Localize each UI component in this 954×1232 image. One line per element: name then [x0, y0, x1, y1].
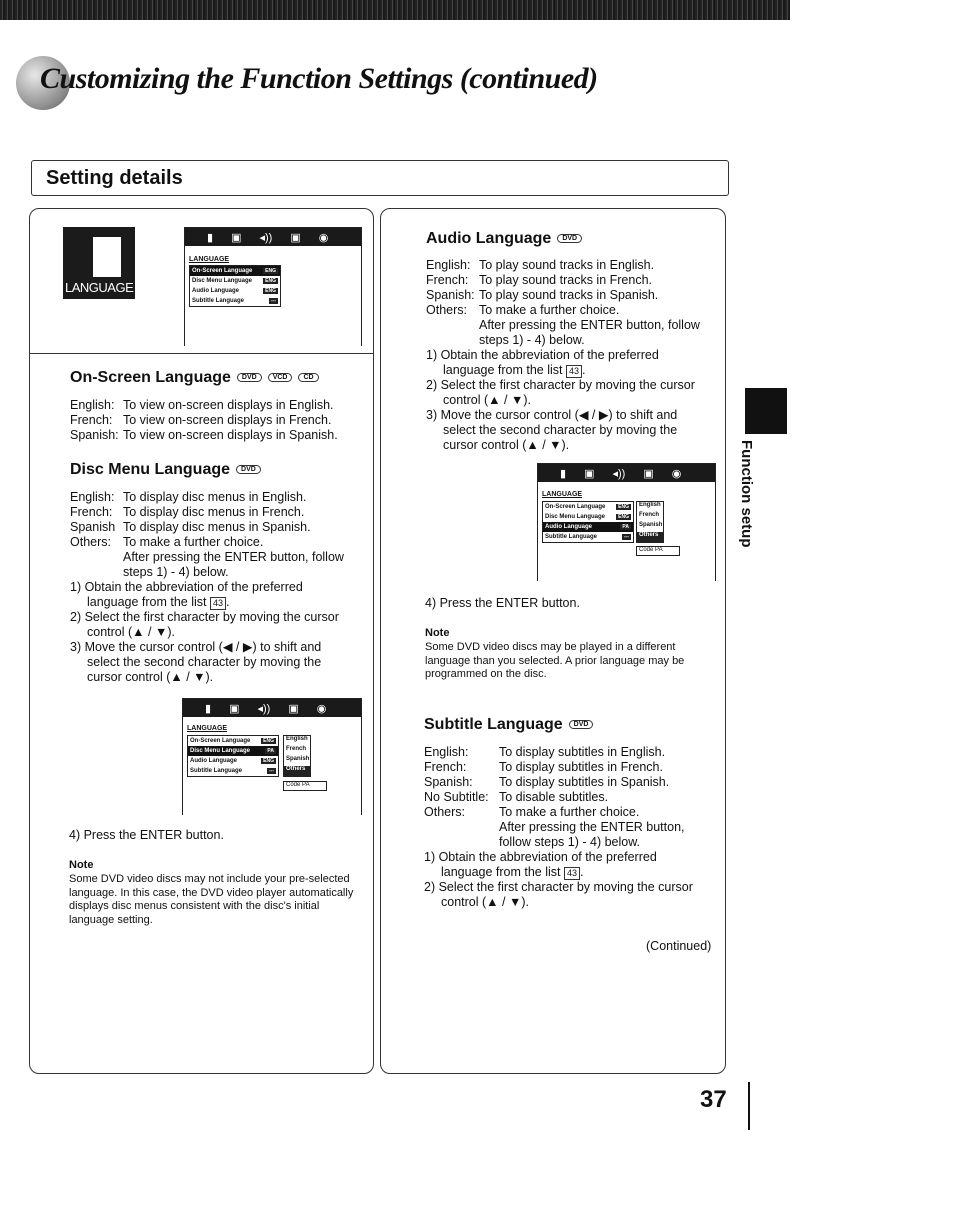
left-column-divider: [30, 353, 374, 354]
sl-heading: Subtitle Language DVD: [424, 716, 593, 734]
al-list: English: To play sound tracks in English. French: To play sound tracks in French. Spanish: To play sound tracks in Spanish. Others: To make a further choice. After pressing the ENTER button, follow steps 1) - 4) below. 1) Obtain the abbreviation of the preferred language from the list 43 . 2) Select the first character by moving the cursor control (▲ / ▼). 3) Move the cursor control (◀ / ▶) to shift and select the second character by moving the cursor control (▲ / ▼).: [426, 258, 700, 452]
osl-list: English: To view on-screen displays in English. French: To view on-screen displays in French. Spanish: To view on-screen displays in Spanish.: [70, 398, 338, 442]
page-title: Customizing the Function Settings (continued): [40, 62, 598, 95]
dml-heading: Disc Menu Language DVD: [70, 461, 261, 479]
sl-list: English: To display subtitles in English. French: To display subtitles in French. Spanish: To display subtitles in Spanish. No Subtitle: To disable subtitles. Others: To make a further choice. After pressing the ENTER button, follow steps 1) - 4) below. 1) Obtain the abbreviation of the preferred language from the list 43 . 2) Select the first character by moving the cursor control (▲ / ▼).: [424, 745, 693, 909]
continued-label: (Continued): [646, 939, 712, 953]
top-decorative-bar: [0, 0, 790, 20]
section-title: Setting details: [46, 167, 183, 189]
osd-toolbar-icons: ▮ ▣ ◂)) ▣ ◉: [538, 464, 715, 482]
al-heading: Audio Language DVD: [426, 230, 582, 248]
osd-menu-table: On-Screen Language ENG Disc Menu Language PA Audio Language ENG Subtitle Language ---: [187, 735, 279, 777]
side-tab-marker: [745, 388, 787, 434]
osd-header: LANGUAGE: [542, 491, 583, 498]
osd-menu-table: On-Screen Language ENG Disc Menu Language ENG Audio Language PA Subtitle Language ---: [542, 501, 634, 543]
osd-header: LANGUAGE: [187, 725, 228, 732]
osd-options-list: English French Spanish Others: [636, 501, 664, 543]
page-number: 37: [700, 1086, 727, 1113]
osl-heading: On-Screen Language DVD VCD CD: [70, 369, 319, 387]
al-step4: 4) Press the ENTER button.: [425, 596, 580, 610]
osd-toolbar-icons: ▮ ▣ ◂)) ▣ ◉: [183, 699, 361, 717]
language-icon: LANGUAGE: [63, 227, 135, 299]
osd-screen-3: [537, 463, 716, 581]
osd-screen-1: [184, 227, 362, 346]
side-tab-label: Function setup: [738, 440, 755, 548]
osd-code-box: Code PA: [283, 781, 327, 791]
osd-screen-2: [182, 698, 362, 815]
osd-code-box: Code PA: [636, 546, 680, 556]
osd-options-list: English French Spanish Others: [283, 735, 311, 777]
al-note: Some DVD video discs may be played in a different language than you selected. A prior language may be programmed on the disc.: [425, 641, 685, 680]
dml-list: English: To display disc menus in English. French: To display disc menus in French. Spanish To display disc menus in Spanish. Others: To make a further choice. After pressing the ENTER button, follow steps 1) - 4) below. 1) Obtain the abbreviation of the preferred language from the list 43 . 2) Select the first character by moving the cursor control (▲ / ▼). 3) Move the cursor control (◀ / ▶) to shift and select the second character by moving the cursor control (▲ / ▼).: [70, 490, 344, 684]
dml-note: Some DVD video discs may not include your pre-selected language. In this case, the DVD video player automatically displays disc menus consistent with the disc's initial language setting.: [69, 873, 354, 926]
osd-toolbar-icons: ▮ ▣ ◂)) ▣ ◉: [185, 228, 361, 246]
dml-step4: 4) Press the ENTER button.: [69, 828, 224, 842]
page-number-rule: [748, 1082, 750, 1130]
osd-menu-table: On-Screen Language ENG Disc Menu Language ENG Audio Language ENG Subtitle Language ---: [189, 265, 281, 307]
dml-note-heading: Note: [69, 859, 94, 871]
al-note-heading: Note: [425, 627, 450, 639]
osd-header: LANGUAGE: [189, 256, 230, 263]
